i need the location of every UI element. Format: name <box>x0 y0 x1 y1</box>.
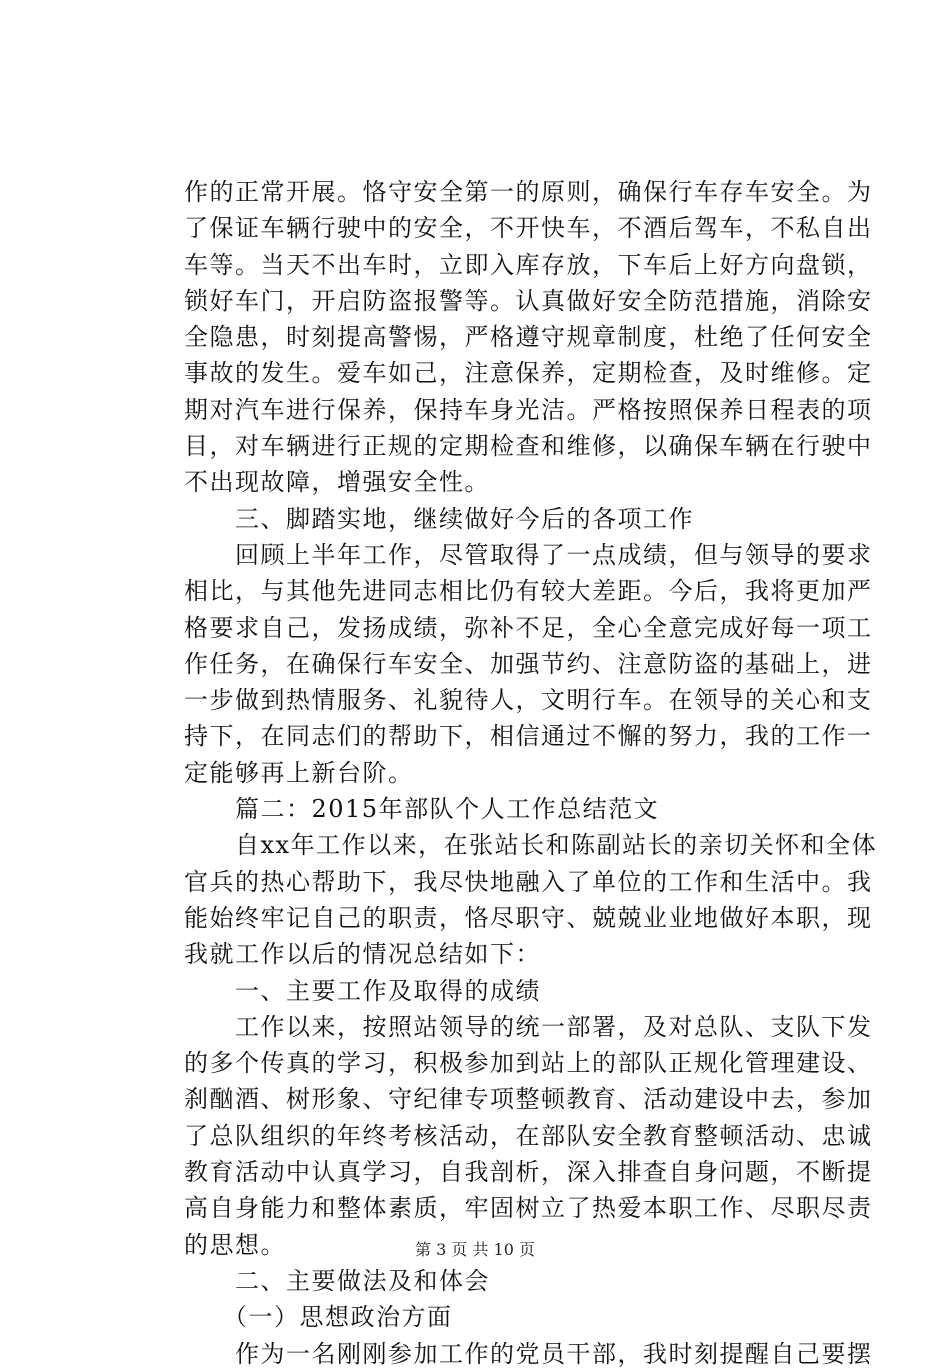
text-line: 三、脚踏实地，继续做好今后的各项工作 <box>184 504 694 533</box>
text-line: 一、主要工作及取得的成绩 <box>184 976 541 1005</box>
page-footer: 第 3 页 共 10 页 <box>415 1240 535 1259</box>
text-line: 车等。当天不出车时，立即入库存放，下车后上好方向盘锁， <box>184 250 873 279</box>
text-line: 了保证车辆行驶中的安全，不开快车，不酒后驾车，不私自出 <box>184 214 873 243</box>
text-line: 官兵的热心帮助下，我尽快地融入了单位的工作和生活中。我 <box>184 867 873 896</box>
body-text <box>184 174 878 1372</box>
text-line: 全隐患，时刻提高警惕，严格遵守规章制度，杜绝了任何安全 <box>184 323 873 352</box>
text-line: 教育活动中认真学习，自我剖析，深入排查自身问题，不断提 <box>184 1158 873 1187</box>
text-line: 作为一名刚刚参加工作的党员干部，我时刻提醒自己要摆 <box>184 1339 873 1368</box>
text-line: 目，对车辆进行正规的定期检查和维修，以确保车辆在行驶中 <box>184 432 873 461</box>
text-line: 一步做到热情服务、礼貌待人，文明行车。在领导的关心和支 <box>184 686 873 715</box>
text-line: 定能够再上新台阶。 <box>184 758 414 787</box>
text-line: 工作以来，按照站领导的统一部署，及对总队、支队下发 <box>184 1012 873 1041</box>
text-line: 回顾上半年工作，尽管取得了一点成绩，但与领导的要求 <box>184 540 873 569</box>
text-line: （一）思想政治方面 <box>184 1303 453 1332</box>
text-line: 持下，在同志们的帮助下，相信通过不懈的努力，我的工作一 <box>184 722 873 751</box>
text-line: 作的正常开展。恪守安全第一的原则，确保行车存车安全。为 <box>184 178 873 206</box>
text-line: 的思想。 <box>184 1230 286 1259</box>
text-line: 刹酗酒、树形象、守纪律专项整顿教育、活动建设中去，参加 <box>184 1085 873 1114</box>
text-line: 作任务，在确保行车安全、加强节约、注意防盗的基础上，进 <box>184 649 873 678</box>
text-line: 了总队组织的年终考核活动，在部队安全教育整顿活动、忠诚 <box>184 1121 873 1150</box>
text-line: 格要求自己，发扬成绩，弥补不足，全心全意完成好每一项工 <box>184 613 873 642</box>
text-line: 相比，与其他先进同志相比仍有较大差距。今后，我将更加严 <box>184 577 873 606</box>
text-line: 事故的发生。爱车如己，注意保养，定期检查，及时维修。定 <box>184 359 873 388</box>
text-line: 不出现故障，增强安全性。 <box>184 468 490 497</box>
text-line: 自xx年工作以来，在张站长和陈副站长的亲切关怀和全体 <box>184 831 878 860</box>
text-line: 篇二：2015年部队个人工作总结范文 <box>184 795 660 824</box>
text-line: 能始终牢记自己的职责，恪尽职守、兢兢业业地做好本职，现 <box>184 903 873 932</box>
text-line: 的多个传真的学习，积极参加到站上的部队正规化管理建设、 <box>184 1049 873 1078</box>
text-line: 期对汽车进行保养，保持车身光洁。严格按照保养日程表的项 <box>184 395 873 424</box>
text-line: 我就工作以后的情况总结如下： <box>184 940 541 969</box>
text-line: 二、主要做法及和体会 <box>184 1266 490 1295</box>
text-line: 高自身能力和整体素质，牢固树立了热爱本职工作、尽职尽责 <box>184 1194 873 1223</box>
text-line: 锁好车门，开启防盗报警等。认真做好安全防范措施，消除安 <box>184 286 873 315</box>
